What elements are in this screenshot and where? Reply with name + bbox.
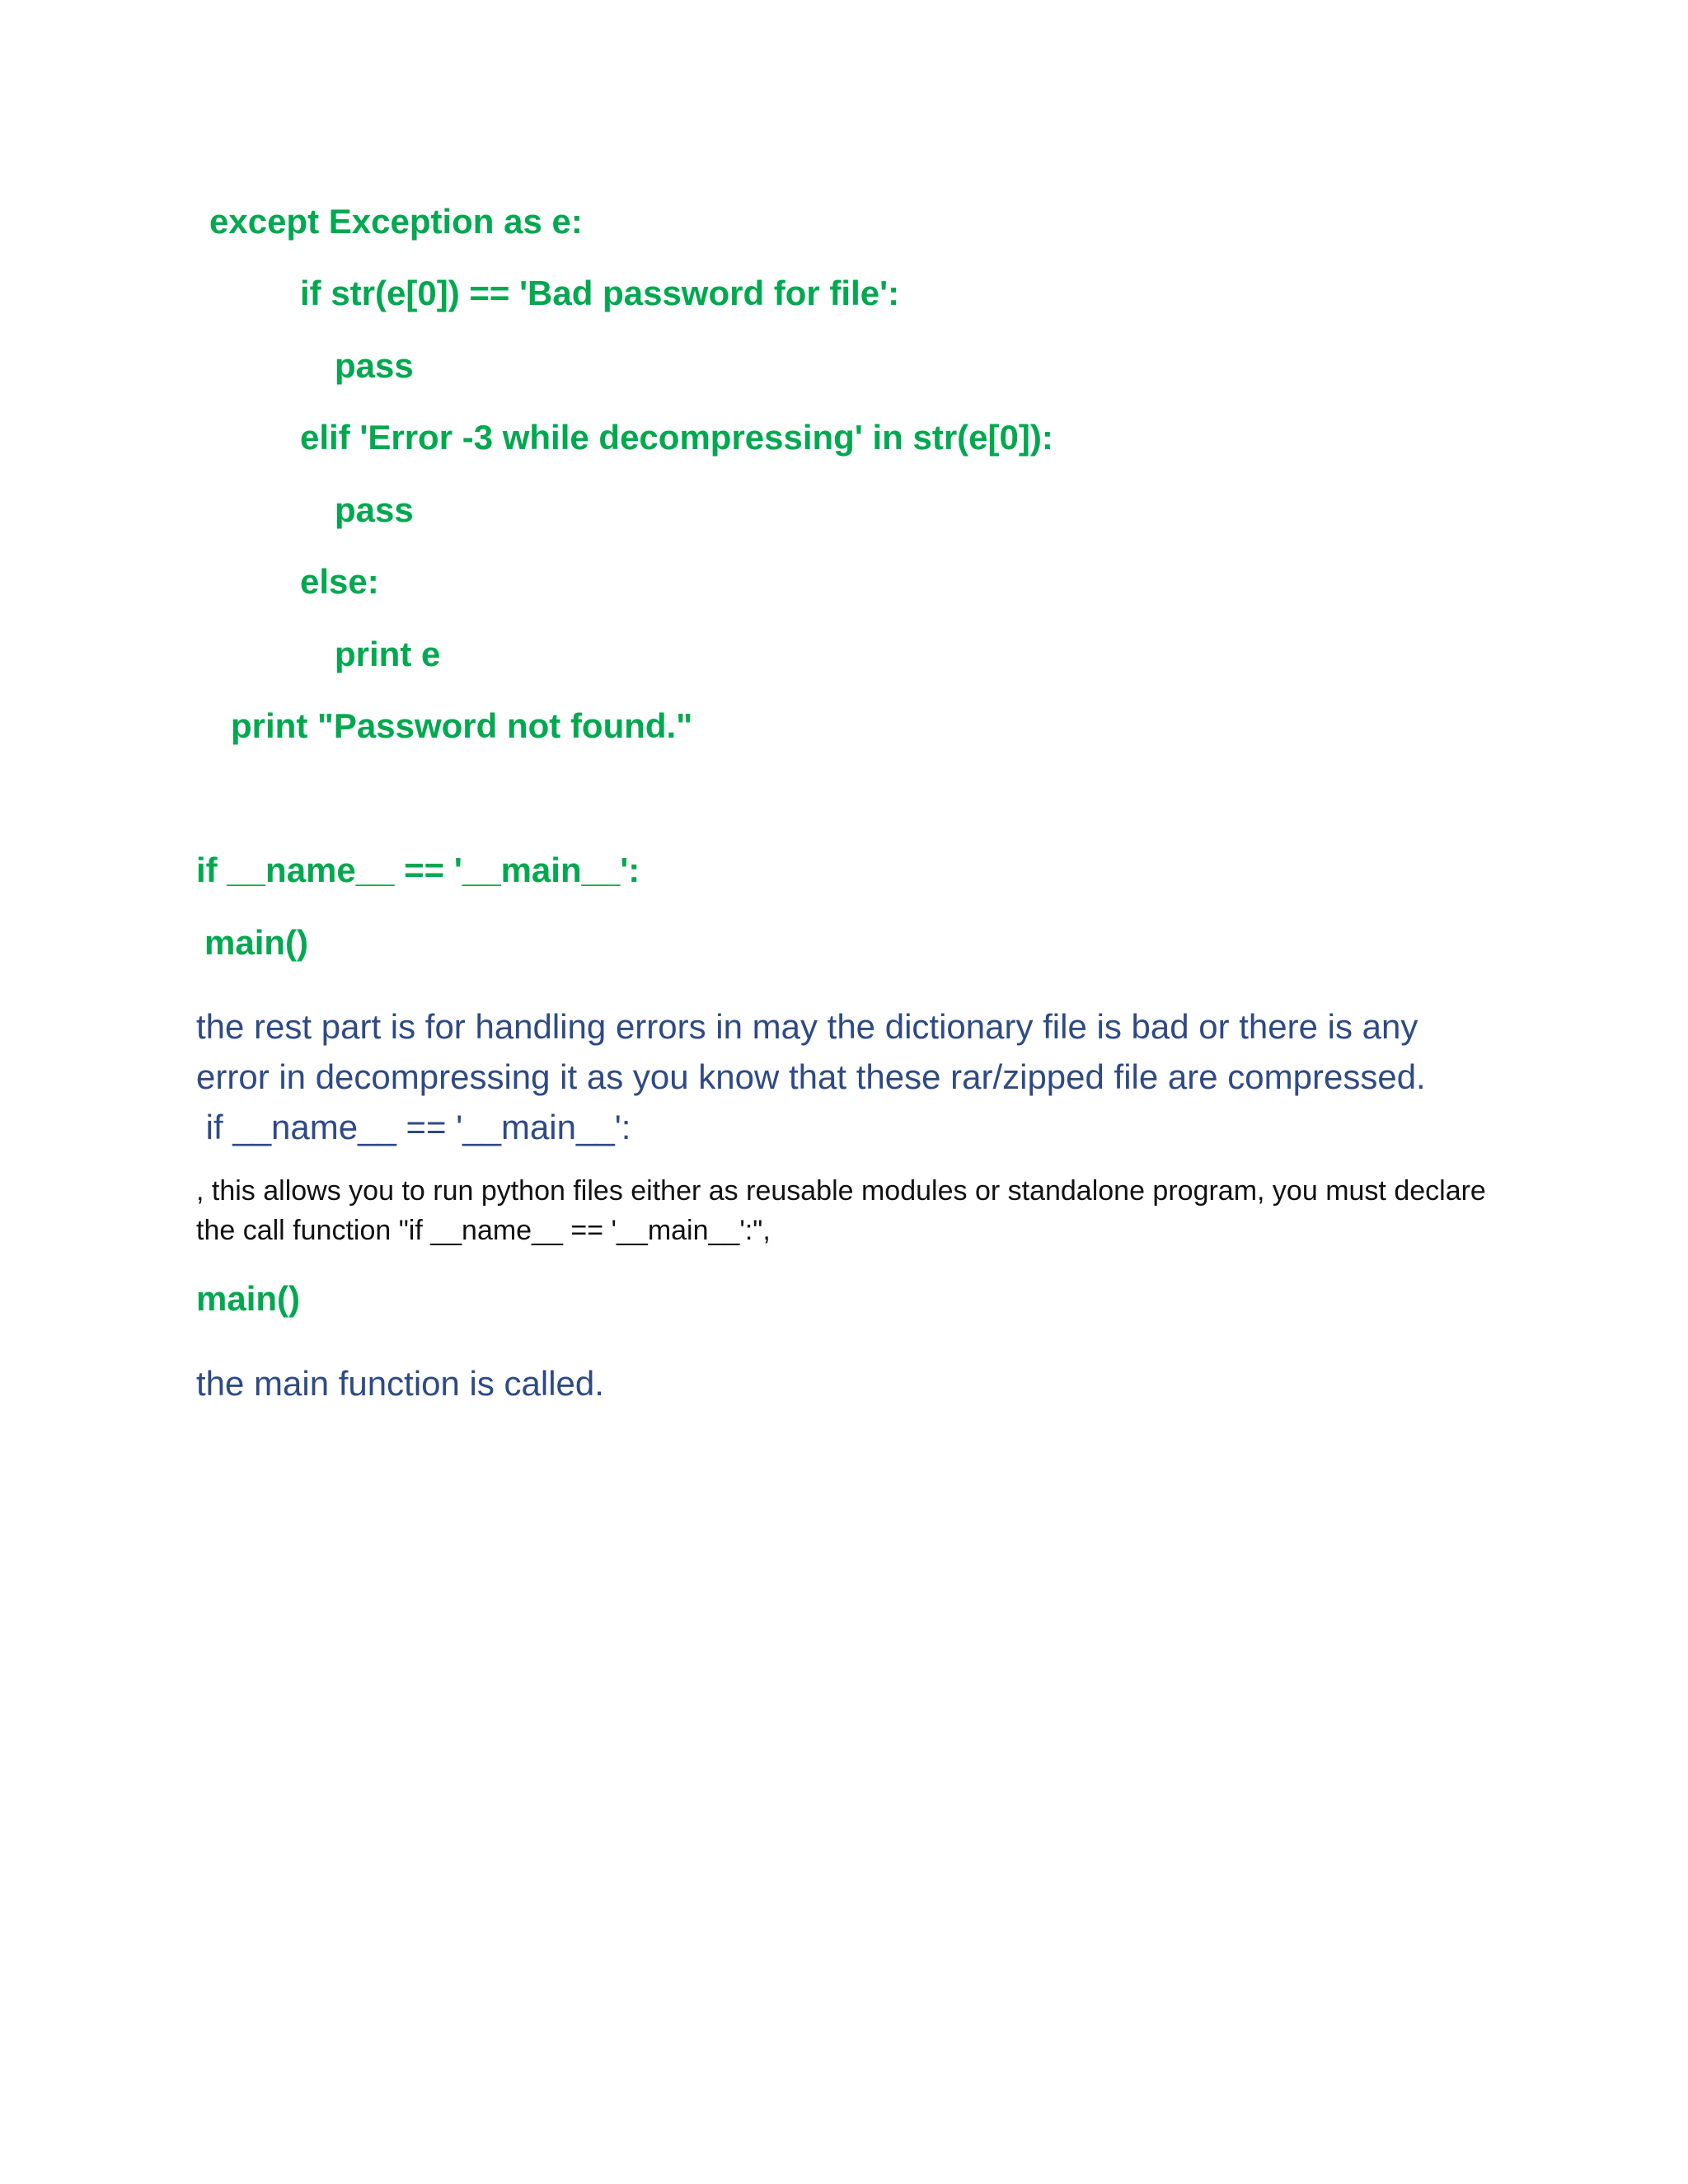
code-line-main-call: main() <box>204 923 308 962</box>
code-line-if-bad-password: if str(e[0]) == 'Bad password for file': <box>300 274 900 312</box>
code-line-print-e: print e <box>335 635 441 673</box>
explanation-para-2-line-1: , this allows you to run python files either as reusable modules or standalone program, you must declare <box>196 1175 1486 1207</box>
code-line-if-name-main: if __name__ == '__main__': <box>196 851 640 889</box>
code-line-elif-error: elif 'Error -3 while decompressing' in str(e[0]): <box>300 418 1053 457</box>
explanation-closing: the main function is called. <box>196 1364 604 1403</box>
explanation-name-main-line: if __name__ == '__main__': <box>196 1108 631 1146</box>
code-line-pass-1: pass <box>335 346 414 385</box>
code-line-print-not-found: print "Password not found." <box>231 706 693 745</box>
code-line-except: except Exception as e: <box>209 202 583 241</box>
explanation-para-2-line-2: the call function "if __name__ == '__main__':", <box>196 1215 771 1246</box>
code-line-pass-2: pass <box>335 490 414 529</box>
explanation-para-1-line-1: the rest part is for handling errors in may the dictionary file is bad or there is any <box>196 1007 1418 1046</box>
code-line-else: else: <box>300 562 379 601</box>
explanation-para-1-line-2: error in decompressing it as you know that these rar/zipped file are compressed. <box>196 1057 1426 1096</box>
explanation-main-call: main() <box>196 1279 300 1318</box>
